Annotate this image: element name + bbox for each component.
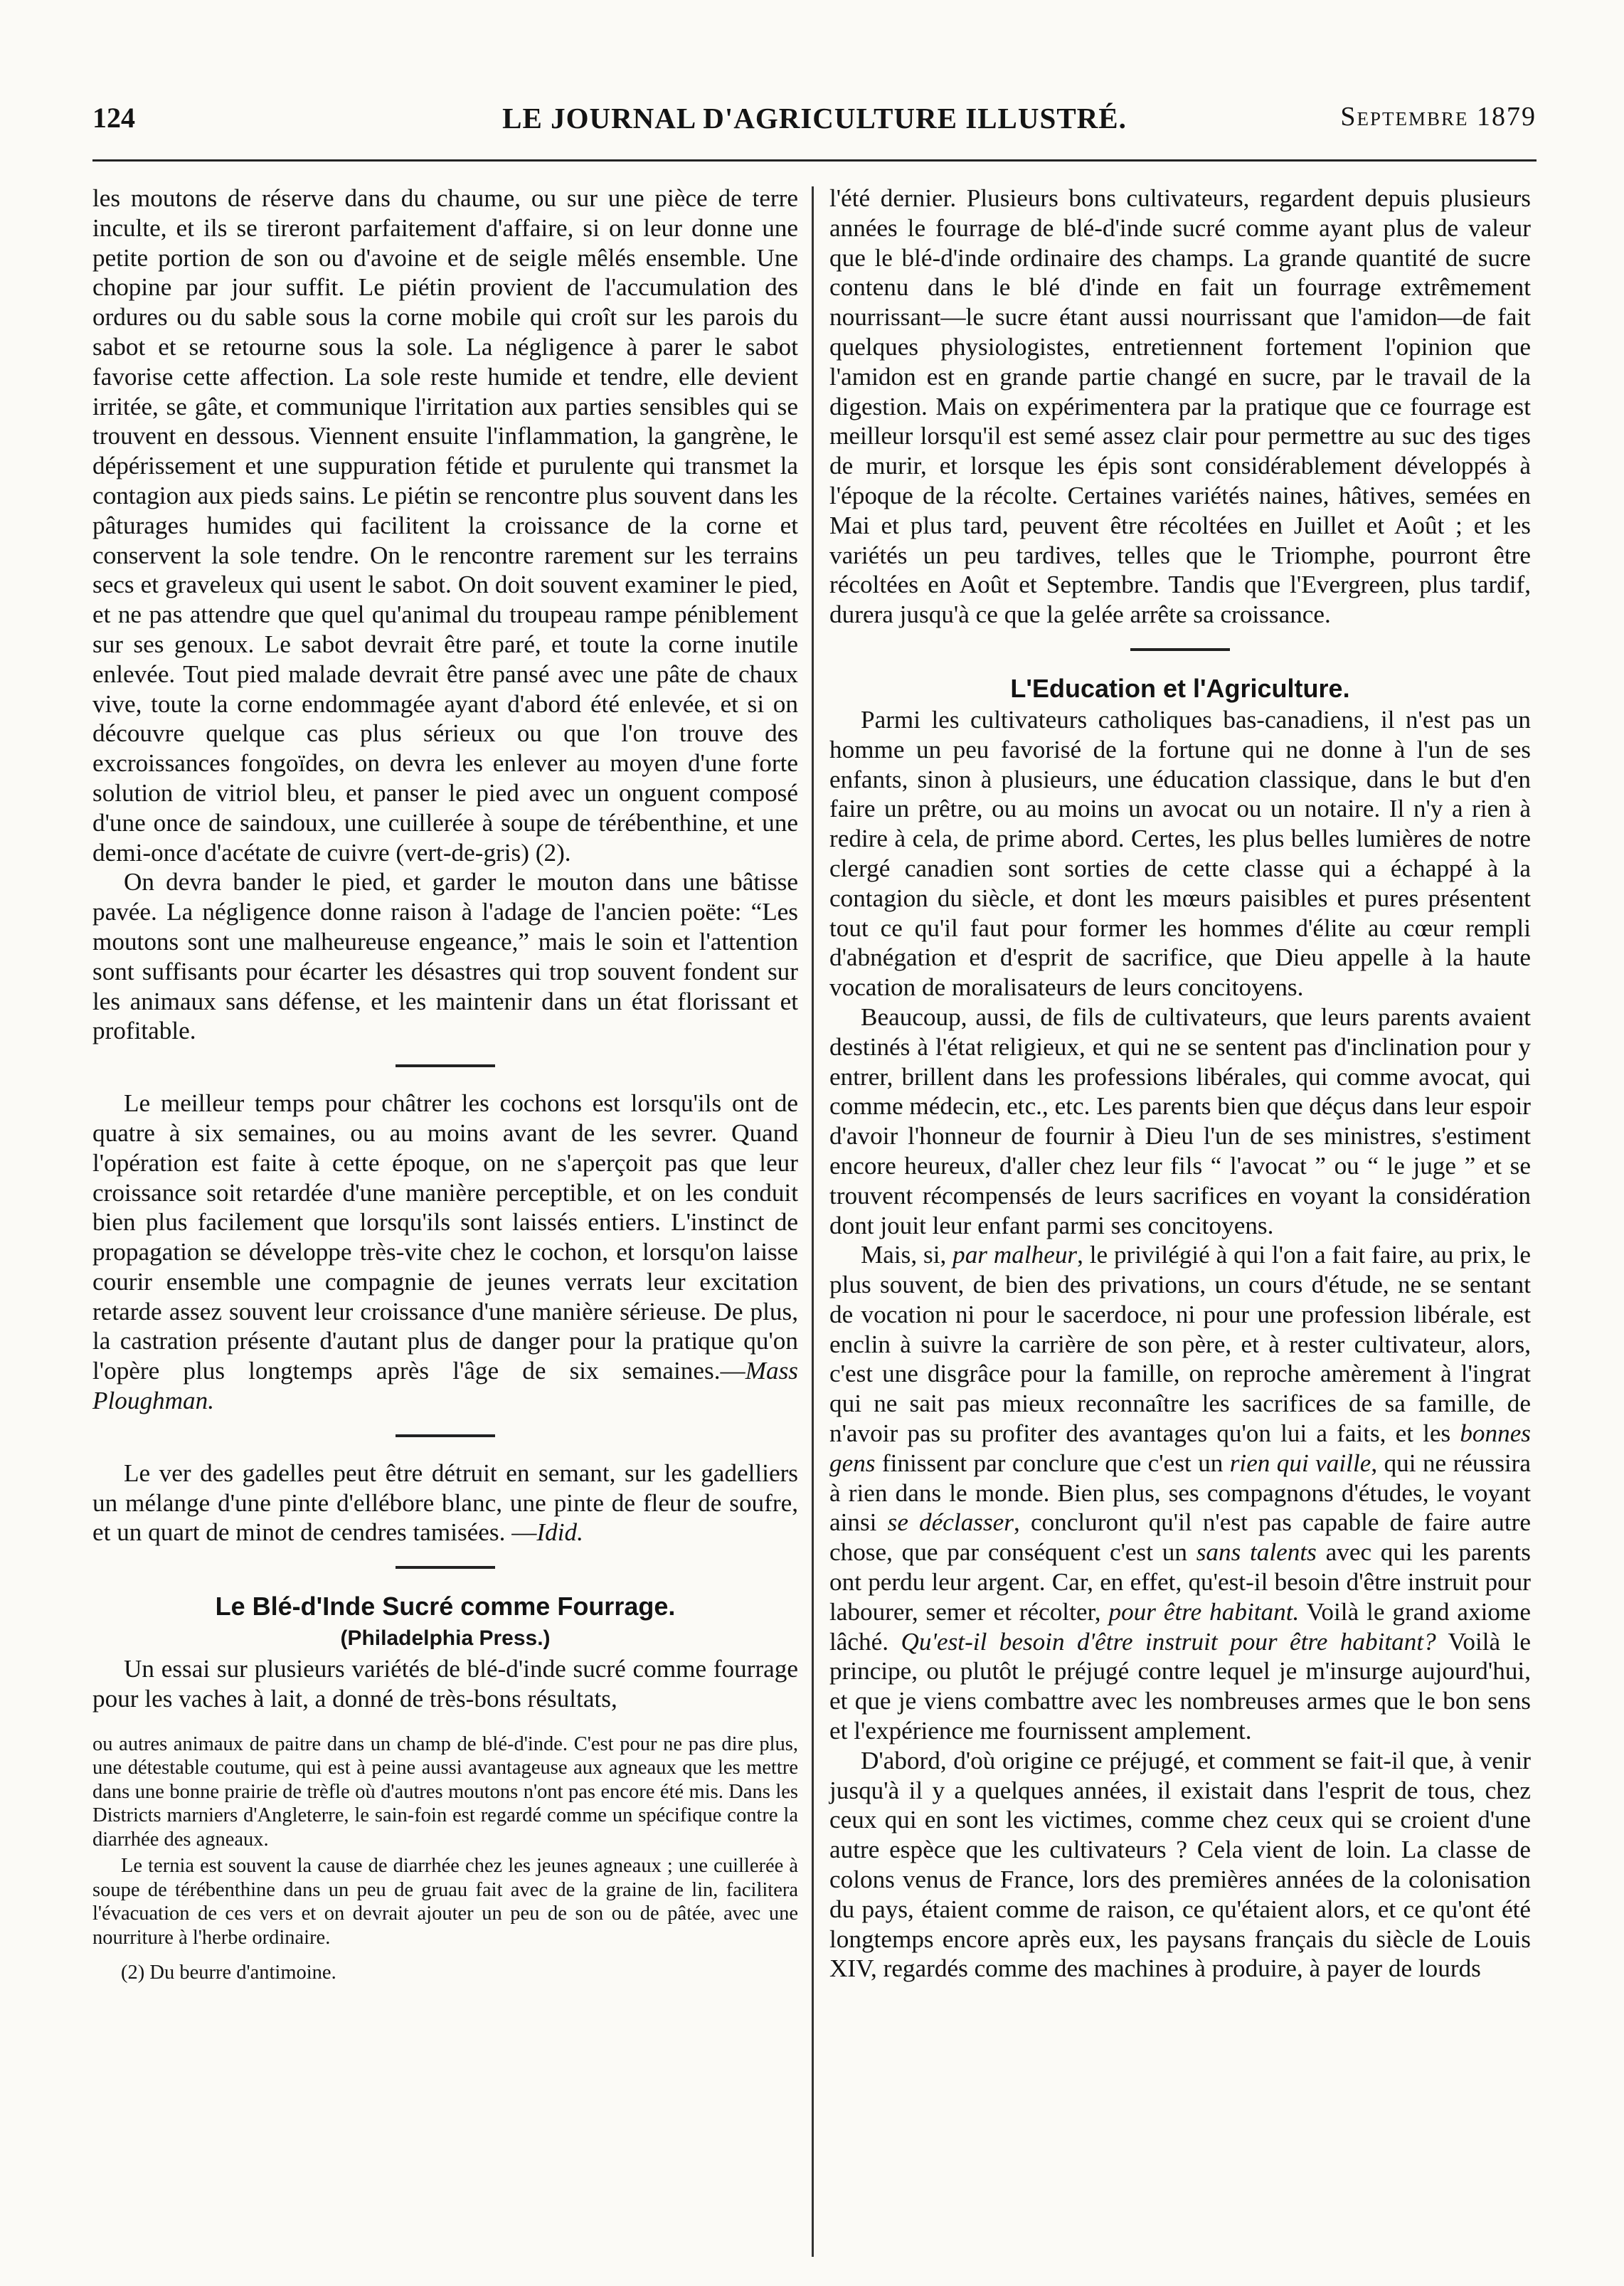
- italic-run: pour être habitant.: [1108, 1597, 1300, 1626]
- footnote: Le ternia est souvent la cause de diarrhée chez les jeunes agneaux ; une cuillerée à soupe de térébenthine dans un peu de gruau fait avec de la graine de lin, facilitera l'évacuation de ces vers et on devrait ajouter un peu de son ou de pâtée, avec une nourriture à l'herbe ordinaire.: [92, 1855, 798, 1949]
- paragraph: Un essai sur plusieurs variétés de blé-d'inde sucré comme fourrage pour les vaches à lait, a donné de très-bons résultats,: [92, 1655, 798, 1713]
- text-run: Voilà le principe, ou plutôt le préjugé contre lequel je m'insurge aujourd'hui, et que je viens combattre avec les nombreuses armes que le bon sens et l'expérience me fournissent amplement.: [829, 1627, 1531, 1745]
- text-run: , concluront qu'il n'est pas capable de faire autre chose, que par conséquent c'est un: [829, 1508, 1531, 1567]
- text-run: , le privilégié à qui l'on a fait faire, au prix, le plus souvent, de bien des privations, un cours d'étude, ne se sentant de vocation ni pour le sacerdoce, ni pour une profession libérale, est enclin à suivre la carrière de son père, et à rester cultivateur, alors, c'est une disgrâce pour la famille, on reproche amèrement à l'ingrat qui ne sait pas mieux reconnaître les sacrifices de sa famille, de n'avoir pas su profiter des avantages qu'on lui a faits, et les: [829, 1241, 1531, 1448]
- section-separator: [1130, 648, 1230, 651]
- text-run: Voilà le grand axiome lâché.: [829, 1597, 1531, 1656]
- page-header: [92, 101, 1537, 144]
- paragraph-text: Le ver des gadelles peut être détruit en semant, sur les gadelliers un mélange d'une pinte d'ellébore blanc, une pinte de fleur de soufre, et un quart de minot de cendres tamisées. —: [92, 1459, 798, 1547]
- paragraph-text: Le meilleur temps pour châtrer les cochons est lorsqu'ils ont de quatre à six semaines, ou au moins avant de les sevrer. Quand l'opération est faite à cette époque, on ne s'aperçoit pas que leur croissance soit retardée d'une manière perceptible, et on les conduit bien plus facilement que lorsqu'ils sont laissés entiers. L'instinct de propagation se développe très-vite chez le cochon, et lorsqu'on laisse courir ensemble une compagnie de jeunes verrats leur excitation retarde assez souvent leur croissance d'une manière sérieuse. De plus, la castration présente d'autant plus de danger pour la pratique qu'on l'opère plus longtemps après l'âge de six semaines.—: [92, 1089, 798, 1385]
- text-run: Mais, si,: [861, 1241, 953, 1269]
- text-run: , qui ne réussira à rien dans le monde. Bien plus, ses compagnons d'études, le voyant ainsi: [829, 1449, 1531, 1537]
- paragraph: On devra bander le pied, et garder le mouton dans une bâtisse pavée. La négligence donne raison à l'adage de l'ancien poëte: “Les moutons sont une malheureuse engeance,” mais le soin et l'attention sont suffisants pour écarter les désastres qui trop souvent fondent sur les animaux sans défense, et les maintenir dans un état florissant et profitable.: [92, 868, 798, 1045]
- italic-run: se déclasser: [887, 1508, 1014, 1537]
- paragraph: [92, 1459, 798, 1547]
- section-separator: [396, 1566, 495, 1569]
- header-rule: [92, 159, 1537, 162]
- italic-run: Qu'est-il besoin d'être instruit pour être habitant?: [901, 1627, 1436, 1656]
- page-number: 124: [92, 102, 135, 134]
- journal-title: LE JOURNAL D'AGRICULTURE ILLUSTRÉ.: [502, 102, 1127, 134]
- right-column: [829, 184, 1531, 1984]
- italic-run: rien qui vaille: [1229, 1449, 1371, 1477]
- source-citation: Mass Ploughman.: [92, 1357, 798, 1415]
- article-title: Le Blé-d'Inde Sucré comme Fourrage.: [215, 1592, 676, 1621]
- paragraph: Parmi les cultivateurs catholiques bas-canadiens, il n'est pas un homme un peu favorisé de la fortune qui ne donne à l'un de ses enfants, sinon à plusieurs, une éducation classique, dans le but d'en faire un prêtre, ou au moins un avocat ou un notaire. Il n'y a rien à redire à cela, de prime abord. Certes, les plus belles lumières de notre clergé canadien sont sorties de cette classe qui a échappé à la contagion du siècle, et dont les mœurs paisibles et pures présentent tout ce qu'il faut pour former les hommes d'élite au cœur rempli d'abnégation et d'esprit de sacrifice, que Dieu appelle à la haute vocation de moralisateurs de leurs concitoyens.: [829, 705, 1531, 1002]
- paragraph: les moutons de réserve dans du chaume, ou sur une pièce de terre inculte, et ils se tireront parfaitement d'affaire, si on leur donne une petite portion de son ou d'avoine et de seigle mêlés ensemble. Une chopine par jour suffit. Le piétin provient de l'accumulation des ordures ou du sable sous la corne mobile qui croît sur les parois du sabot et se retourne sous la sole. La négligence à parer le sabot favorise cette affection. La sole reste humide et tendre, elle devient irritée, se gâte, et communique l'irritation aux parties sensibles qui se trouvent en dessous. Viennent ensuite l'inflammation, la gangrène, le dépérissement et une suppuration fétide et purulente qui transmet la contagion aux pieds sains. Le piétin se rencontre plus souvent dans les pâturages humides qui facilitent la croissance de la corne et conservent la sole tendre. On le rencontre rarement sur les terrains secs et graveleux qui usent le sabot. On doit souvent examiner le pied, et ne pas attendre que quel qu'animal du troupeau rampe péniblement sur ses genoux. Le sabot devrait être paré, et toute la corne inutile enlevée. Tout pied malade devrait être pansé avec une pâte de chaux vive, toute la corne endommagée ayant d'abord été enlevée, et si on découvre quelque cas plus sérieux ou que l'on trouve des excroissances fongoïdes, on devra les enlever au moyen d'une forte solution de vitriol bleu, et panser le pied avec un onguent composé d'une once de saindoux, une cuillerée à soupe de térébenthine, et une demi-once d'acétate de cuivre (vert-de-gris) (2).: [92, 184, 798, 867]
- issue-date: Septembre 1879: [1340, 102, 1537, 132]
- paragraph: D'abord, d'où origine ce préjugé, et comment se fait-il que, à venir jusqu'à il y a quelques années, il existait dans l'esprit de tous, chez ceux qui en sont les victimes, comme chez ceux qui se croient d'une autre espèce que les cultivateurs ? Cela vient de loin. La classe de colons venus de France, lors des premières années de la colonisation du pays, étaient comme de raison, ce qu'étaient alors, et ce qu'ont été longtemps encore après eux, les paysans français du siècle de Louis XIV, regardés comme des machines à produire, à payer de lourds: [829, 1746, 1531, 1983]
- column-divider: [812, 186, 814, 2257]
- paragraph: [92, 1089, 798, 1416]
- text-run: avec qui les parents ont perdu leur argent. Car, en effet, qu'est-il besoin d'être instruit pour labourer, semer et récolter,: [829, 1538, 1531, 1626]
- italic-run: bonnes gens: [829, 1419, 1531, 1477]
- source-citation: Idid.: [536, 1518, 583, 1547]
- section-title: L'Education et l'Agriculture.: [1010, 673, 1350, 703]
- text-run: finissent par conclure que c'est un: [875, 1449, 1230, 1477]
- section-separator: [396, 1064, 495, 1067]
- footnote: (2) Du beurre d'antimoine.: [121, 1962, 336, 1984]
- paragraph: [829, 1240, 1531, 1746]
- section-separator: [396, 1434, 495, 1437]
- left-column: [92, 184, 798, 1985]
- italic-run: sans talents: [1196, 1538, 1317, 1567]
- footnote: ou autres animaux de paitre dans un champ de blé-d'inde. C'est pour ne pas dire plus, une détestable coutume, qui est à peine aussi avantageuse aux agneaux que les mettre dans une bonne prairie de trèfle où d'autres moutons n'ont pas encore été mis. Dans les Districts marniers d'Angleterre, le sain-foin est regardé comme un spécifique contre la diarrhée des agneaux.: [92, 1732, 798, 1851]
- paragraph: Beaucoup, aussi, de fils de cultivateurs, que leurs parents avaient destinés à l'état religieux, et qui ne se sentent pas d'inclination pour y entrer, brillent dans les professions libérales, qui comme avocat, qui comme médecin, etc., etc. Les parents bien que déçus dans leur espoir d'avoir l'honneur de fournir à Dieu l'un de ses ministres, s'estiment encore heureux, d'aller chez leur fils “ l'avocat ” ou “ le juge ” et se trouvent récompensés de leurs sacrifices en voyant la considération dont jouit leur enfant parmi ses concitoyens.: [829, 1002, 1531, 1239]
- article-source: (Philadelphia Press.): [340, 1626, 551, 1651]
- paragraph: l'été dernier. Plusieurs bons cultivateurs, regardent depuis plusieurs années le fourrage de blé-d'inde sucré comme ayant plus de valeur que le blé-d'inde ordinaire des champs. La grande quantité de sucre contenu dans le blé d'inde en fait un fourrage extrêmement nourrissant—le sucre étant aussi nourrissant que l'amidon—de fait quelques physiologistes, entretiennent fortement l'opinion que l'amidon est en grande partie changé en sucre, par le travail de la digestion. Mais on expérimentera par la pratique que ce fourrage est meilleur lorsqu'il est semé assez clair pour permettre au suc des tiges de murir, et lorsque les épis sont considérablement développés à l'époque de la récolte. Certaines variétés naines, hâtives, semées en Mai et plus tard, peuvent être récoltées en Juillet et Août ; et les variétés un peu tardives, telles que le Triomphe, pourront être récoltées en Août et Septembre. Tandis que l'Evergreen, plus tardif, durera jusqu'à ce que la gelée arrête sa croissance.: [829, 184, 1531, 629]
- footnotes: [92, 1732, 798, 1985]
- italic-run: par malheur: [952, 1241, 1078, 1269]
